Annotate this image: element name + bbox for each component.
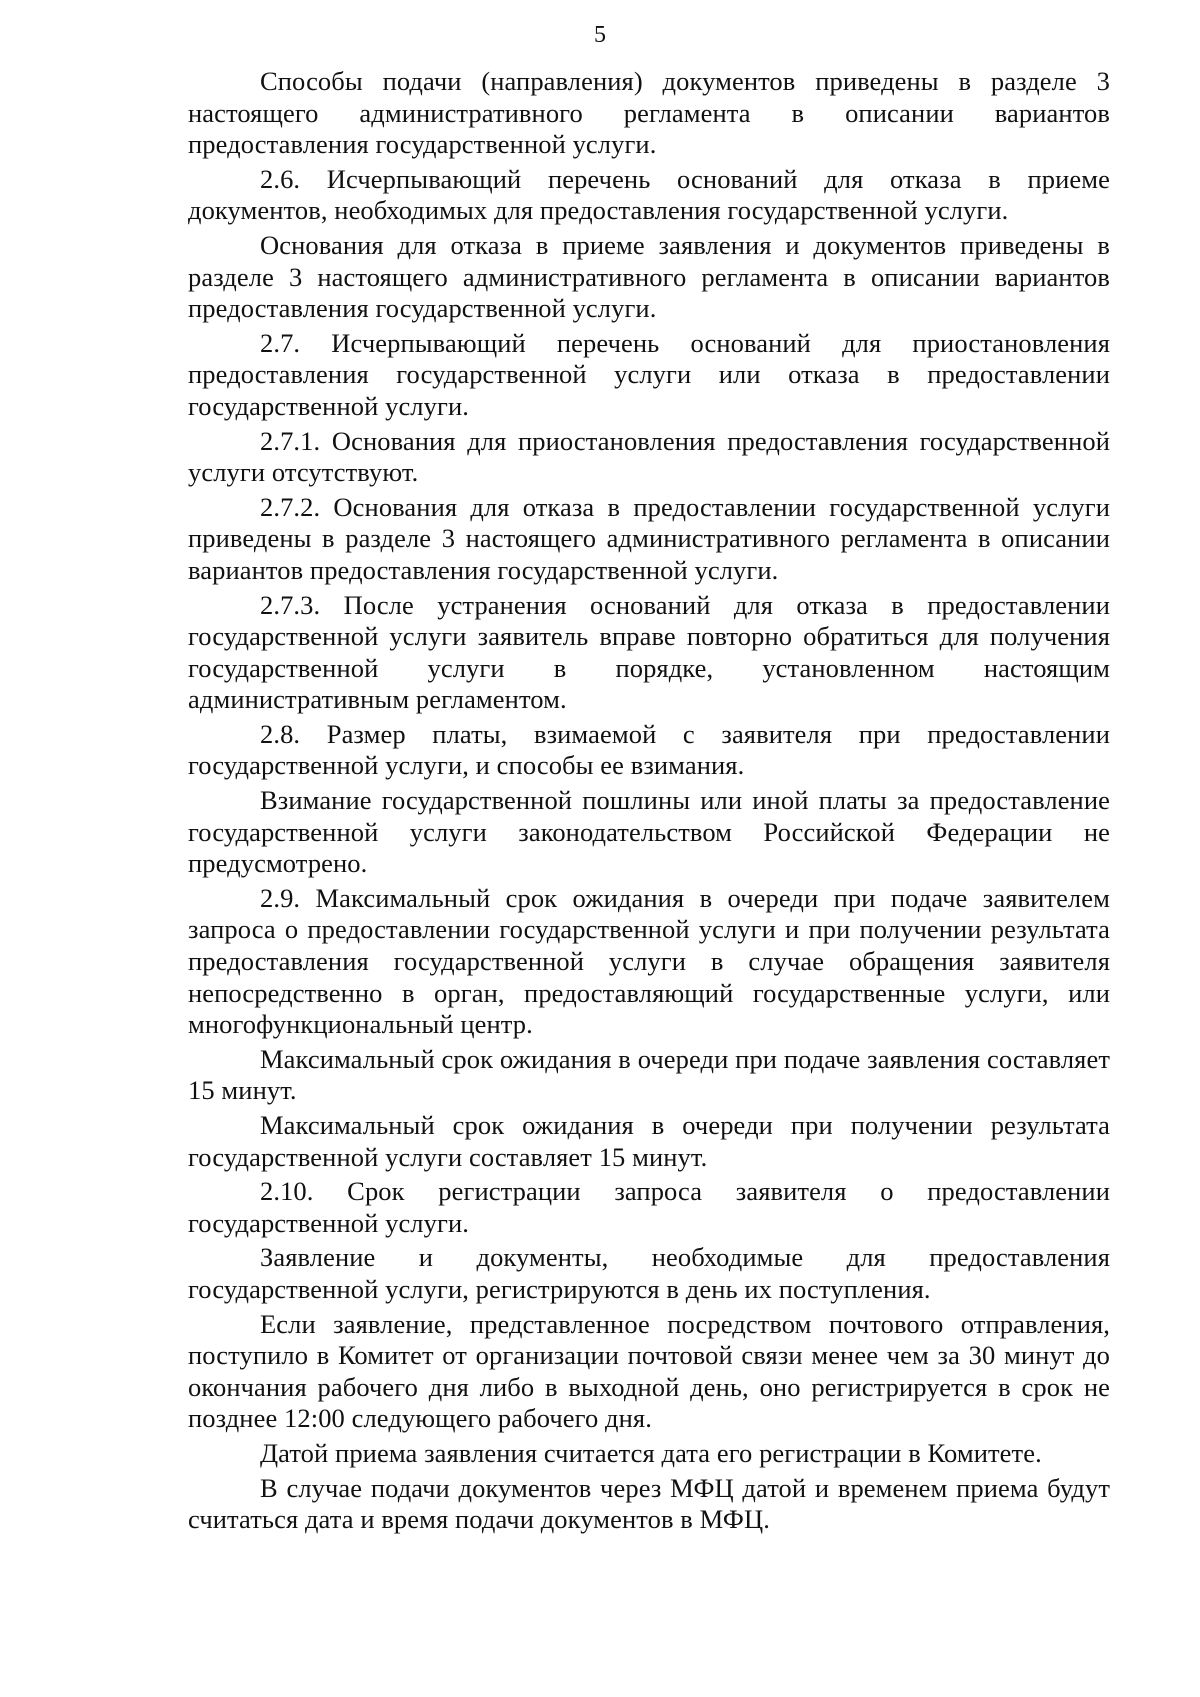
paragraph-2-7-2: 2.7.2. Основания для отказа в предоставлении государственной услуги приведены в разделе 3 настоящего административного регламента в описании вариантов предоставления государственной услуги. (188, 491, 1110, 585)
paragraph-2-9: 2.9. Максимальный срок ожидания в очереди при подаче заявителем запроса о предоставлении государственной услуги и при получении результата предоставления государственной услуги в случае обращения заявителя непосредственно в орган, предоставляющий государственные услуги, или многофункциональный центр. (188, 882, 1110, 1040)
paragraph-2-6: 2.6. Исчерпывающий перечень оснований для отказа в приеме документов, необходимых для предоставления государственной услуги. (188, 163, 1110, 226)
paragraph-queue-result: Максимальный срок ожидания в очереди при получении результата государственной услуги составляет 15 минут. (188, 1110, 1110, 1172)
paragraph-2-8: 2.8. Размер платы, взимаемой с заявителя при предоставлении государственной услуги, и способы ее взимания. (188, 718, 1110, 781)
paragraph-2-10: 2.10. Срок регистрации запроса заявителя о предоставлении государственной услуги. (188, 1176, 1110, 1238)
paragraph-registration: Заявление и документы, необходимые для предоставления государственной услуги, регистрируются в день их поступления. (188, 1242, 1110, 1304)
paragraph-fee: Взимание государственной пошлины или иной платы за предоставление государственной услуги законодательством Российской Федерации не предусмотрено. (188, 785, 1110, 879)
paragraph-mfc: В случае подачи документов через МФЦ датой и временем приема будут считаться дата и время подачи документов в МФЦ. (188, 1472, 1110, 1535)
paragraph-2-7-3: 2.7.3. После устранения оснований для отказа в предоставлении государственной услуги заявитель вправе повторно обратиться для получения государственной услуги в порядке, установленном настоящим административным регламентом. (188, 589, 1110, 715)
paragraph-queue-submission: Максимальный срок ожидания в очереди при подаче заявления составляет 15 минут. (188, 1043, 1110, 1106)
paragraph-2-7: 2.7. Исчерпывающий перечень оснований для приостановления предоставления государственной услуги или отказа в предоставлении государственной услуги. (188, 327, 1110, 421)
paragraph-2-7-1: 2.7.1. Основания для приостановления предоставления государственной услуги отсутствуют. (188, 425, 1110, 488)
paragraph-postal: Если заявление, представленное посредством почтового отправления, поступило в Комитет от организации почтовой связи менее чем за 30 минут до окончания рабочего дня либо в выходной день, оно регистрируется в срок не позднее 12:00 следующего рабочего дня. (188, 1308, 1110, 1434)
page-number: 5 (594, 22, 606, 48)
document-body (188, 66, 1110, 1539)
paragraph-acceptance-date: Датой приема заявления считается дата его регистрации в Комитете. (260, 1437, 1042, 1468)
paragraph-submission-methods: Способы подачи (направления) документов приведены в разделе 3 настоящего административного регламента в описании вариантов предоставления государственной услуги. (188, 66, 1110, 160)
paragraph-refusal-grounds: Основания для отказа в приеме заявления и документов приведены в разделе 3 настоящего административного регламента в описании вариантов предоставления государственной услуги. (188, 229, 1110, 324)
